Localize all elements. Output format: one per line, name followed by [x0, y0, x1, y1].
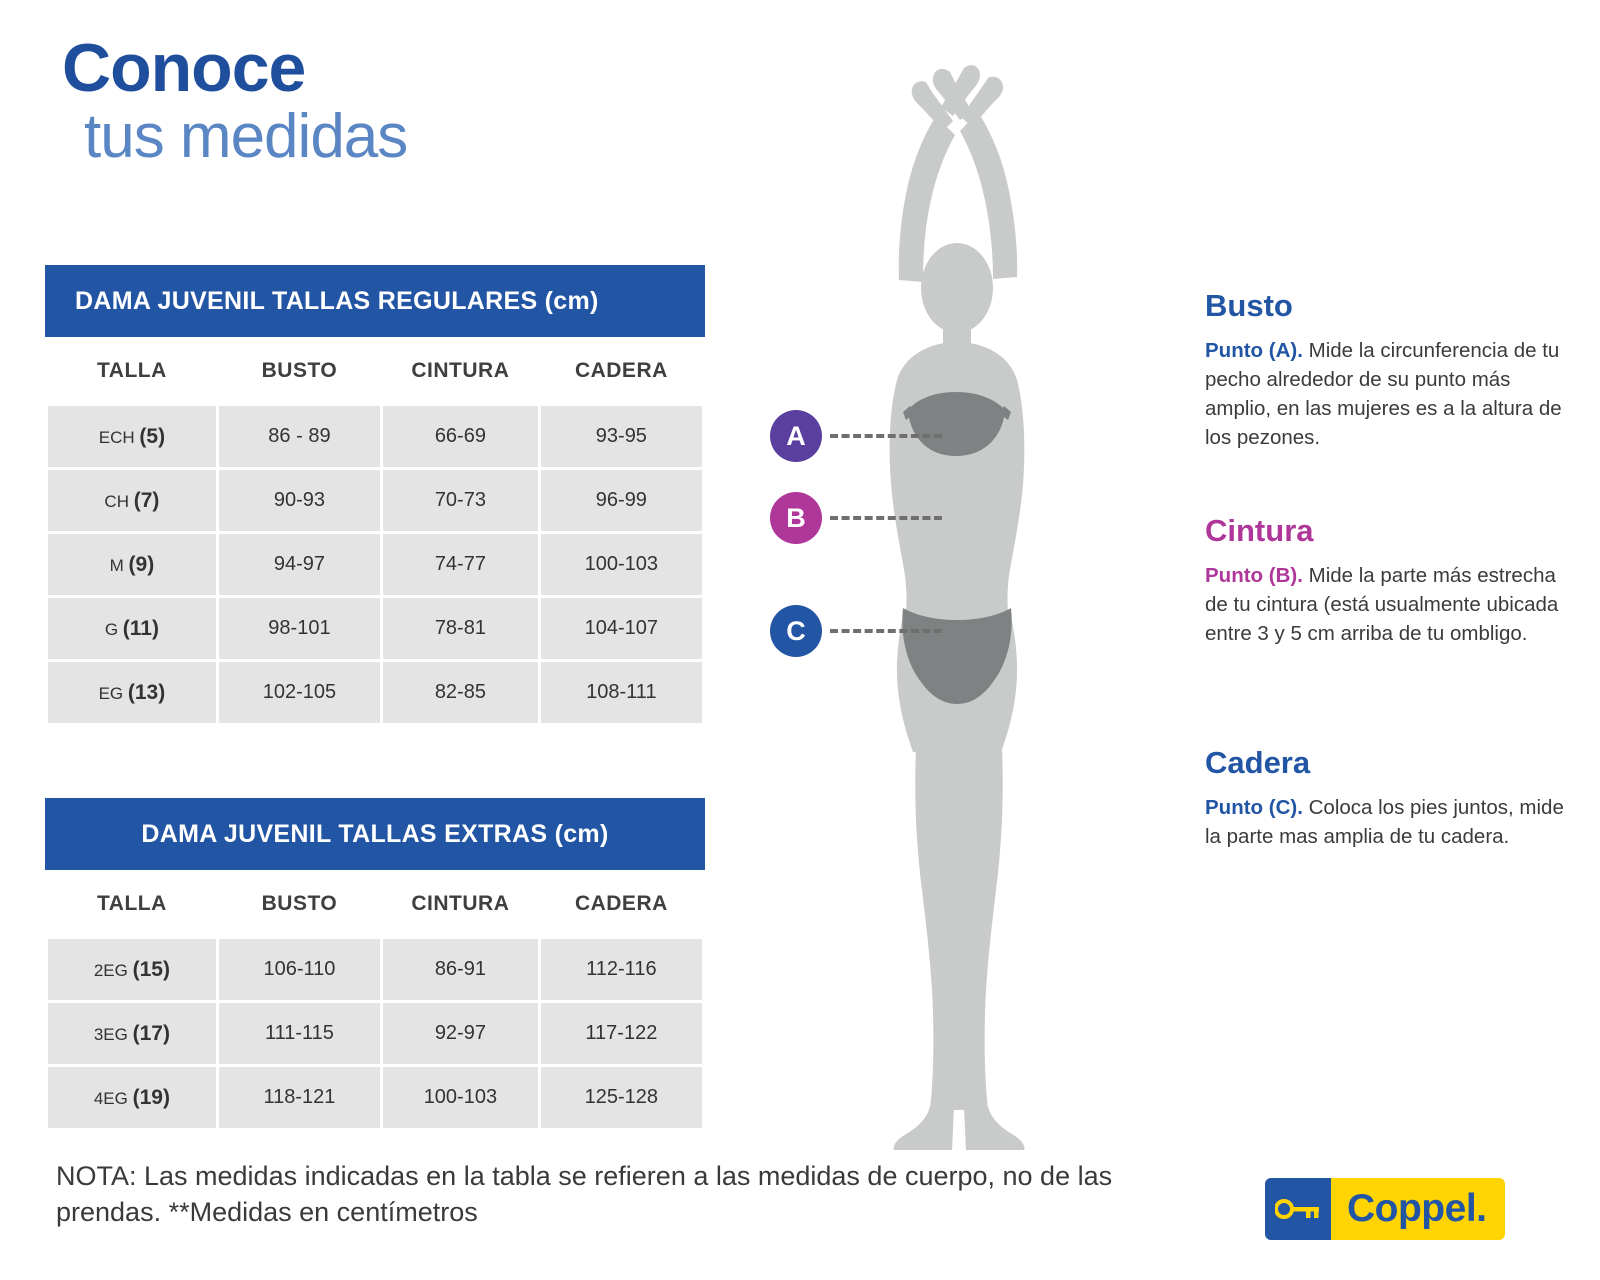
cell-cadera: 96-99: [539, 469, 703, 533]
cell-cadera: 117-122: [539, 1002, 703, 1066]
description-cintura: [1205, 513, 1575, 648]
table-row: [47, 938, 704, 1002]
marker-c-circle: C: [770, 605, 822, 657]
cell-talla: [47, 661, 218, 725]
table-row: [47, 469, 704, 533]
cell-busto: 90-93: [217, 469, 381, 533]
title-line-2: tus medidas: [84, 102, 408, 172]
col-cintura: CINTURA: [382, 870, 540, 938]
talla-code: G: [104, 619, 119, 639]
cell-talla: [47, 597, 218, 661]
marker-a: [770, 410, 942, 462]
table-head-row: [47, 870, 704, 938]
cell-cadera: 104-107: [539, 597, 703, 661]
marker-b-circle: B: [770, 492, 822, 544]
cell-cadera: 112-116: [539, 938, 703, 1002]
marker-a-circle: A: [770, 410, 822, 462]
col-busto: BUSTO: [217, 337, 381, 405]
cell-cintura: 74-77: [382, 533, 540, 597]
talla-code: 2EG: [93, 960, 128, 980]
cell-talla: [47, 533, 218, 597]
cell-cadera: 108-111: [539, 661, 703, 725]
note-text: NOTA: Las medidas indicadas en la tabla se refieren a las medidas de cuerpo, no de las prendas. **Medidas en centímetros: [56, 1161, 1113, 1228]
coppel-name: Coppel.: [1347, 1187, 1487, 1230]
table-row: [47, 1002, 704, 1066]
table-header-regulares: DAMA JUVENIL TALLAS REGULARES (cm): [45, 265, 705, 337]
body-illustration: [740, 20, 1170, 1150]
table-regulares: [45, 337, 705, 726]
cell-busto: 111-115: [217, 1002, 381, 1066]
marker-b-leader-line: [830, 516, 942, 520]
description-cintura-heading: Cintura: [1205, 513, 1314, 548]
table-row: [47, 533, 704, 597]
cell-talla: [47, 938, 218, 1002]
table-row: [47, 661, 704, 725]
cell-cintura: 66-69: [382, 405, 540, 469]
col-cintura: CINTURA: [382, 337, 540, 405]
talla-number: (19): [132, 1085, 170, 1109]
col-cadera: CADERA: [539, 870, 703, 938]
talla-number: (7): [133, 488, 160, 512]
size-table-regulares: [45, 265, 705, 726]
description-busto-lead: Punto (A).: [1205, 339, 1303, 362]
cell-busto: 94-97: [217, 533, 381, 597]
description-cintura-text: Mide la parte más estrecha de tu cintura (está usualmente ubicada entre 3 y 5 cm arriba de tu ombligo.: [1205, 564, 1559, 646]
description-cadera-body: [1205, 793, 1575, 851]
description-cadera-heading: Cadera: [1205, 745, 1311, 780]
talla-code: M: [109, 555, 124, 575]
marker-c: [770, 605, 942, 657]
col-talla: TALLA: [47, 870, 218, 938]
marker-c-leader-line: [830, 629, 942, 633]
key-icon: [1265, 1178, 1331, 1240]
col-busto: BUSTO: [217, 870, 381, 938]
cell-busto: 106-110: [217, 938, 381, 1002]
marker-b: [770, 492, 942, 544]
description-busto-text: Mide la circunferencia de tu pecho alrededor de su punto más amplio, en las mujeres es a la altura de los pezones.: [1205, 339, 1562, 450]
cell-cintura: 78-81: [382, 597, 540, 661]
description-busto: [1205, 288, 1575, 452]
talla-code: 4EG: [93, 1088, 128, 1108]
page-title: [62, 30, 408, 172]
cell-cintura: 92-97: [382, 1002, 540, 1066]
marker-a-leader-line: [830, 434, 942, 438]
talla-code: 3EG: [93, 1024, 128, 1044]
cell-talla: [47, 1066, 218, 1130]
talla-number: (17): [132, 1021, 170, 1045]
table-head-row: [47, 337, 704, 405]
cell-cadera: 125-128: [539, 1066, 703, 1130]
cell-talla: [47, 469, 218, 533]
table-row: [47, 405, 704, 469]
cell-talla: [47, 405, 218, 469]
talla-code: EG: [98, 683, 124, 703]
cell-busto: 118-121: [217, 1066, 381, 1130]
cell-busto: 86 - 89: [217, 405, 381, 469]
table-extras: [45, 870, 705, 1131]
table-header-extras: DAMA JUVENIL TALLAS EXTRAS (cm): [45, 798, 705, 870]
description-cintura-lead: Punto (B).: [1205, 564, 1303, 587]
cell-cintura: 100-103: [382, 1066, 540, 1130]
size-table-extras: [45, 798, 705, 1131]
description-cadera: [1205, 745, 1575, 851]
table-row: [47, 1066, 704, 1130]
table-row: [47, 597, 704, 661]
talla-number: (15): [132, 957, 170, 981]
cell-cadera: 100-103: [539, 533, 703, 597]
talla-code: CH: [104, 491, 129, 511]
cell-cintura: 82-85: [382, 661, 540, 725]
description-cintura-body: [1205, 561, 1575, 648]
cell-busto: 98-101: [217, 597, 381, 661]
talla-number: (13): [127, 680, 166, 704]
description-cadera-text: Coloca los pies juntos, mide la parte mas amplia de tu cadera.: [1205, 796, 1564, 849]
cell-cadera: 93-95: [539, 405, 703, 469]
talla-number: (5): [139, 424, 166, 448]
cell-cintura: 70-73: [382, 469, 540, 533]
title-line-1: Conoce: [62, 30, 306, 106]
description-busto-heading: Busto: [1205, 288, 1293, 323]
description-busto-body: [1205, 336, 1575, 452]
talla-number: (11): [122, 616, 159, 640]
cell-talla: [47, 1002, 218, 1066]
col-talla: TALLA: [47, 337, 218, 405]
talla-code: ECH: [98, 427, 135, 447]
description-cadera-lead: Punto (C).: [1205, 796, 1303, 819]
cell-busto: 102-105: [217, 661, 381, 725]
coppel-logo: [1265, 1178, 1505, 1240]
talla-number: (9): [128, 552, 155, 576]
cell-cintura: 86-91: [382, 938, 540, 1002]
col-cadera: CADERA: [539, 337, 703, 405]
coppel-wordmark: [1331, 1178, 1505, 1240]
